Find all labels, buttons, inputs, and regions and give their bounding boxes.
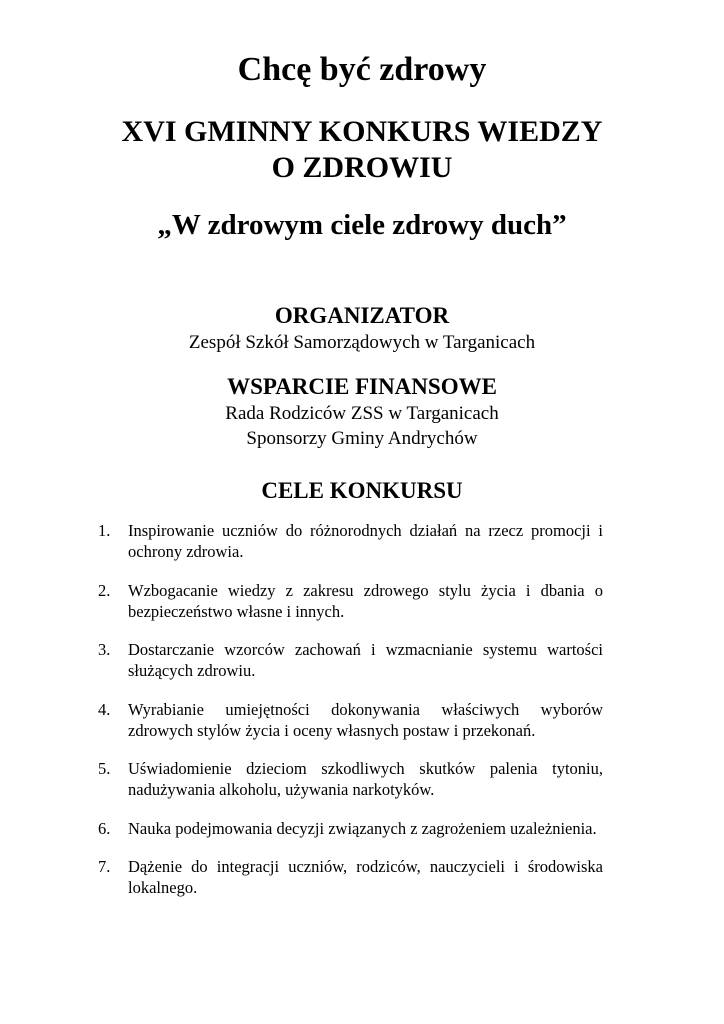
financial-support-heading: WSPARCIE FINANSOWE [227, 374, 497, 399]
goals-heading: CELE KONKURSU [261, 478, 463, 503]
goal-number: 3. [98, 640, 111, 659]
goal-item [98, 639, 603, 681]
goal-number: 6. [98, 818, 111, 838]
goal-text: Wyrabianie umiejętności dokonywania właściwych wyborów zdrowych stylów życia i oceny własnych postaw i przekonań. [128, 699, 603, 740]
goal-item [98, 818, 603, 839]
goal-number: 5. [98, 759, 111, 778]
goals-list [98, 520, 603, 916]
goal-number: 2. [98, 580, 111, 600]
contest-motto: „W zdrowym ciele zdrowy duch” [157, 209, 567, 241]
goal-item [98, 699, 603, 741]
organizer-section [0, 302, 724, 355]
goal-number: 7. [98, 857, 111, 876]
goal-item [98, 856, 603, 898]
goal-number: 1. [98, 521, 111, 540]
goal-text: Dążenie do integracji uczniów, rodziców, nauczycieli i środowiska lokalnego. [128, 857, 603, 897]
goal-text: Uświadomienie dzieciom szkodliwych skutków palenia tytoniu, nadużywania alkoholu, używania narkotyków. [128, 759, 603, 799]
goal-text: Inspirowanie uczniów do różnorodnych działań na rzecz promocji i ochrony zdrowia. [128, 521, 603, 561]
document-title: Chcę być zdrowy [237, 51, 487, 88]
contest-title [60, 114, 664, 186]
financial-support-section [0, 373, 724, 451]
goal-item [98, 580, 603, 622]
organizer-heading: ORGANIZATOR [274, 303, 450, 328]
goal-item [98, 520, 603, 562]
goal-text: Wzbogacanie wiedzy z zakresu zdrowego stylu życia i dbania o bezpieczeństwo własne i innych. [128, 580, 603, 621]
financial-support-line-2: Sponsorzy Gminy Andrychów [246, 428, 478, 449]
goal-text: Dostarczanie wzorców zachowań i wzmacnianie systemu wartości służących zdrowiu. [128, 640, 603, 680]
organizer-name: Zespół Szkół Samorządowych w Targanicach [188, 332, 536, 353]
contest-title-line-1: XVI GMINNY KONKURS WIEDZY [121, 115, 603, 148]
goal-number: 4. [98, 699, 111, 719]
goal-text: Nauka podejmowania decyzji związanych z zagrożeniem uzależnienia. [128, 818, 597, 838]
contest-title-line-2: O ZDROWIU [271, 151, 453, 184]
financial-support-line-1: Rada Rodziców ZSS w Targanicach [225, 403, 499, 424]
goal-item [98, 758, 603, 800]
